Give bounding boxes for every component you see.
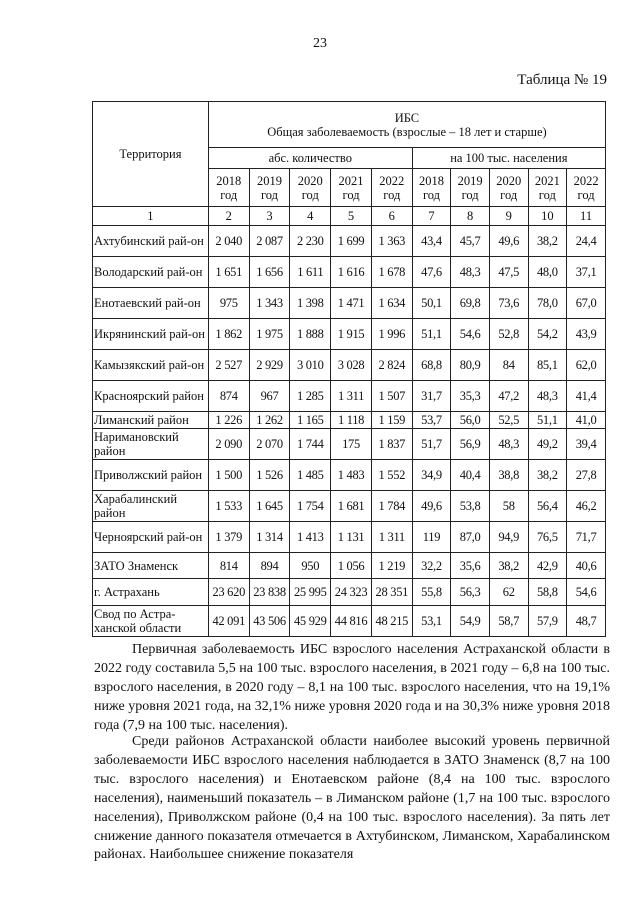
table-cell: 24 323 [331,579,372,606]
table-cell: 56,9 [451,429,490,460]
table-row [93,350,606,381]
year-value: 2020 [496,173,522,188]
territory-name: ЗАТО Знаменск [93,553,209,579]
table-cell: 54,6 [451,319,490,350]
table-cell: 2 929 [249,350,290,381]
table-cell: 1 888 [290,319,331,350]
table-cell: 1 837 [371,429,412,460]
table-cell: 53,8 [451,491,490,522]
year-header [567,169,606,207]
table-cell: 1 262 [249,412,290,429]
table-cell: 874 [208,381,249,412]
table-cell: 80,9 [451,350,490,381]
territory-header: Территория [93,102,209,207]
table-cell: 45,7 [451,226,490,257]
column-number: 11 [567,207,606,226]
table-cell: 2 087 [249,226,290,257]
paragraph: Первичная заболеваемость ИБС взрослого населения Астраханской области в 2022 году составила 5,5 на 100 тыс. взрослого населения, в 2021 году – 6,8 на 100 тыс. взрослого населения, в 2020 году – 8,1 на 100 тыс. взрослого населения, что на 19,1% ниже уровня 2021 года, на 32,1% ниже уровня 2020 года и на 30,3% ниже уровня 2018 года (7,9 на 100 тыс. населения). [94,642,610,733]
table-cell: 42,9 [528,553,567,579]
table-cell: 1 379 [208,522,249,553]
table-cell: 2 527 [208,350,249,381]
column-number: 10 [528,207,567,226]
year-value: 2019 [257,173,282,188]
year-value: 2021 [338,173,364,188]
year-value: 2022 [379,173,405,188]
year-suffix: год [538,187,556,202]
table-cell: 62 [489,579,528,606]
table-top-header [208,102,605,148]
table-cell: 1 611 [290,257,331,288]
table-cell: 49,6 [489,226,528,257]
table-cell: 94,9 [489,522,528,553]
table-cell: 39,4 [567,429,606,460]
year-header [451,169,490,207]
table-cell: 27,8 [567,460,606,491]
table-row [93,579,606,606]
table-cell: 48 215 [371,606,412,637]
table-cell: 1 507 [371,381,412,412]
column-number: 1 [93,207,209,226]
table-cell: 85,1 [528,350,567,381]
year-header [208,169,249,207]
table-row [93,429,606,460]
table-cell: 1 413 [290,522,331,553]
table-cell: 41,4 [567,381,606,412]
table-cell: 48,3 [489,429,528,460]
year-suffix: год [260,187,279,202]
group-header-abs: абс. количество [208,148,412,169]
territory-name: Енотаевский рай-он [93,288,209,319]
table-cell: 894 [249,553,290,579]
column-number: 6 [371,207,412,226]
table-cell: 51,7 [412,429,451,460]
table-cell: 1 975 [249,319,290,350]
table-cell: 1 533 [208,491,249,522]
table-cell: 2 824 [371,350,412,381]
year-suffix: год [422,187,441,202]
year-suffix: год [500,187,518,202]
year-value: 2022 [573,173,599,188]
table-cell: 41,0 [567,412,606,429]
territory-name: Приволжский район [93,460,209,491]
table-cell: 1 343 [249,288,290,319]
table-cell: 56,0 [451,412,490,429]
table-cell: 32,2 [412,553,451,579]
year-suffix: год [461,187,479,202]
table-cell: 68,8 [412,350,451,381]
table-cell: 54,9 [451,606,490,637]
table-cell: 46,2 [567,491,606,522]
table-cell: 48,7 [567,606,606,637]
table-cell: 1 485 [290,460,331,491]
table-cell: 67,0 [567,288,606,319]
table-cell: 23 620 [208,579,249,606]
table-cell: 55,8 [412,579,451,606]
table-cell: 2 070 [249,429,290,460]
table-cell: 35,6 [451,553,490,579]
table-cell: 967 [249,381,290,412]
table-cell: 119 [412,522,451,553]
table-cell: 1 526 [249,460,290,491]
table-cell: 78,0 [528,288,567,319]
table-cell: 1 314 [249,522,290,553]
table-cell: 28 351 [371,579,412,606]
table-cell: 87,0 [451,522,490,553]
table-cell: 2 040 [208,226,249,257]
table-cell: 42 091 [208,606,249,637]
table-cell: 950 [290,553,331,579]
table-cell: 58 [489,491,528,522]
table-row [93,226,606,257]
table-row [93,288,606,319]
column-number: 2 [208,207,249,226]
table-row [93,606,606,637]
table-cell: 40,4 [451,460,490,491]
table-cell: 1 226 [208,412,249,429]
table-cell: 1 398 [290,288,331,319]
table-cell: 25 995 [290,579,331,606]
table-cell: 1 500 [208,460,249,491]
table-cell: 51,1 [528,412,567,429]
table-cell: 34,9 [412,460,451,491]
table-cell: 1 471 [331,288,372,319]
table-cell: 47,5 [489,257,528,288]
table-row [93,257,606,288]
year-header [331,169,372,207]
table-cell: 35,3 [451,381,490,412]
morbidity-table [92,101,606,637]
table-cell: 48,0 [528,257,567,288]
table-cell: 23 838 [249,579,290,606]
table-cell: 57,9 [528,606,567,637]
table-cell: 71,7 [567,522,606,553]
year-value: 2020 [297,173,323,188]
table-cell: 1 285 [290,381,331,412]
territory-name: Черноярский рай-он [93,522,209,553]
table-cell: 1 645 [249,491,290,522]
table-cell: 51,1 [412,319,451,350]
table-cell: 54,2 [528,319,567,350]
territory-name: Камызякский рай-он [93,350,209,381]
table-cell: 175 [331,429,372,460]
territory-name: Свод по Астра-ханской области [93,606,209,637]
table-cell: 1 483 [331,460,372,491]
year-value: 2021 [534,173,560,188]
column-number: 7 [412,207,451,226]
table-cell: 1 634 [371,288,412,319]
territory-name: г. Астрахань [93,579,209,606]
table-row [93,553,606,579]
table-cell: 1 699 [331,226,372,257]
territory-name: Красноярский район [93,381,209,412]
table-cell: 975 [208,288,249,319]
table-cell: 1 131 [331,522,372,553]
year-value: 2018 [418,173,444,188]
table-cell: 1 784 [371,491,412,522]
table-cell: 1 862 [208,319,249,350]
year-header [290,169,331,207]
column-number: 3 [249,207,290,226]
table-cell: 62,0 [567,350,606,381]
table-cell: 1 056 [331,553,372,579]
table-cell: 1 363 [371,226,412,257]
table-cell: 2 230 [290,226,331,257]
table-cell: 1 616 [331,257,372,288]
table-cell: 43,9 [567,319,606,350]
table-row [93,460,606,491]
table-cell: 56,3 [451,579,490,606]
table-cell: 53,1 [412,606,451,637]
table-row [93,522,606,553]
table-cell: 1 118 [331,412,372,429]
table-cell: 49,2 [528,429,567,460]
table-cell: 3 010 [290,350,331,381]
territory-name: Ахтубинский рай-он [93,226,209,257]
top-header-line1: ИБС [394,110,420,125]
year-header [528,169,567,207]
year-header [412,169,451,207]
year-value: 2019 [457,173,483,188]
table-cell: 52,5 [489,412,528,429]
table-cell: 50,1 [412,288,451,319]
table-cell: 1 651 [208,257,249,288]
table-cell: 43 506 [249,606,290,637]
year-header [489,169,528,207]
year-suffix: год [342,187,360,202]
table-cell: 69,8 [451,288,490,319]
table-cell: 1 744 [290,429,331,460]
territory-name: Наримановский район [93,429,209,460]
table-cell: 1 754 [290,491,331,522]
table-cell: 38,2 [489,553,528,579]
table-row [93,491,606,522]
table-row [93,412,606,429]
table-cell: 1 159 [371,412,412,429]
table-cell: 44 816 [331,606,372,637]
table-cell: 76,5 [528,522,567,553]
table-cell: 56,4 [528,491,567,522]
table-cell: 24,4 [567,226,606,257]
year-suffix: год [577,187,595,202]
table-cell: 1 311 [331,381,372,412]
paragraph: Среди районов Астраханской области наиболее высокий уровень первичной заболеваемости ИБС взрослого населения наблюдается в ЗАТО Знаменск (8,7 на 100 тыс. взрослого населения) и Енотаевском районе (8,4 на 100 тыс. взрослого населения), наименьший показатель – в Лиманском районе (1,7 на 100 тыс. взрослого населения), Приволжском районе (0,4 на 100 тыс. взрослого населения). За пять лет снижение данного показателя отмечается в Ахтубинском, Лиманском, Харабалинском районах. Наибольшее снижение показателя [94,734,610,863]
table-row [93,319,606,350]
table-cell: 38,2 [528,226,567,257]
column-number: 8 [451,207,490,226]
page-number: 23 [313,36,327,51]
table-cell: 58,7 [489,606,528,637]
territory-name: Икрянинский рай-он [93,319,209,350]
table-cell: 1 996 [371,319,412,350]
table-cell: 47,6 [412,257,451,288]
table-cell: 2 090 [208,429,249,460]
column-number: 4 [290,207,331,226]
table-cell: 1 552 [371,460,412,491]
table-cell: 84 [489,350,528,381]
table-cell: 1 165 [290,412,331,429]
table-cell: 48,3 [528,381,567,412]
table-cell: 53,7 [412,412,451,429]
table-cell: 45 929 [290,606,331,637]
column-number: 9 [489,207,528,226]
top-header-line2: Общая заболеваемость (взрослые – 18 лет и старше) [267,124,547,139]
table-cell: 1 915 [331,319,372,350]
territory-name: Володарский рай-он [93,257,209,288]
year-header [249,169,290,207]
table-cell: 38,8 [489,460,528,491]
territory-name: Харабалинский район [93,491,209,522]
table-cell: 54,6 [567,579,606,606]
table-label: Таблица № 19 [517,72,607,88]
table-cell: 1 219 [371,553,412,579]
table-cell: 814 [208,553,249,579]
table-cell: 43,4 [412,226,451,257]
table-cell: 73,6 [489,288,528,319]
table-cell: 1 678 [371,257,412,288]
table-cell: 1 681 [331,491,372,522]
table-cell: 52,8 [489,319,528,350]
table-cell: 31,7 [412,381,451,412]
table-cell: 58,8 [528,579,567,606]
year-suffix: год [383,187,401,202]
territory-name: Лиманский район [93,412,209,429]
year-value: 2018 [216,173,242,188]
column-number: 5 [331,207,372,226]
table-cell: 38,2 [528,460,567,491]
table-cell: 1 656 [249,257,290,288]
table-cell: 40,6 [567,553,606,579]
table-cell: 3 028 [331,350,372,381]
year-header [371,169,412,207]
table-cell: 47,2 [489,381,528,412]
table-cell: 48,3 [451,257,490,288]
year-suffix: год [220,187,238,202]
year-suffix: год [301,187,319,202]
table-cell: 1 311 [371,522,412,553]
table-row [93,381,606,412]
group-header-per100k: на 100 тыс. населения [412,148,605,169]
table-cell: 49,6 [412,491,451,522]
table-cell: 37,1 [567,257,606,288]
